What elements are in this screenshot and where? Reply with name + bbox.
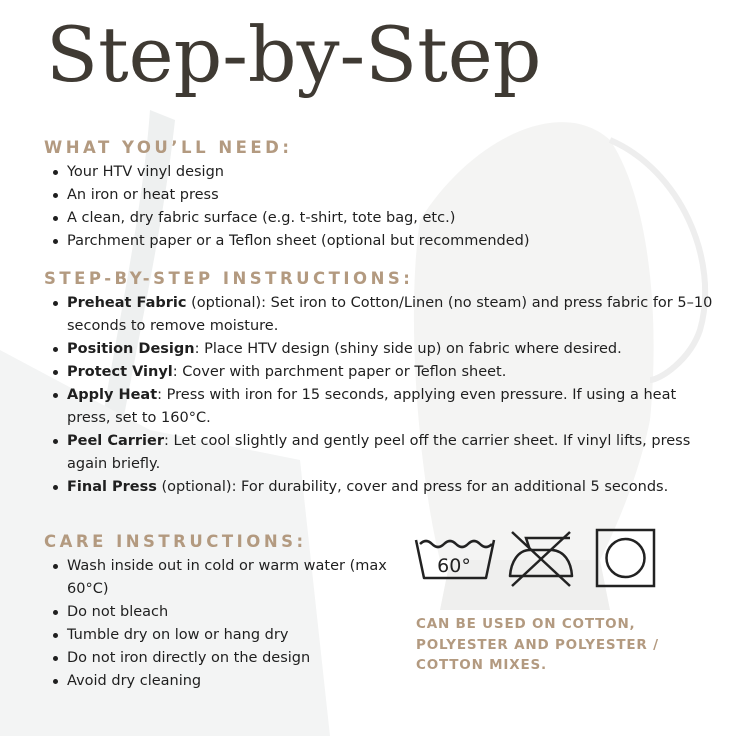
do-not-iron-icon xyxy=(510,532,572,586)
step-item xyxy=(50,361,720,384)
step-label: Protect Vinyl xyxy=(67,364,173,380)
page-title: Step-by-Step xyxy=(46,10,542,99)
list-item: An iron or heat press xyxy=(50,184,690,207)
list-item: Do not bleach xyxy=(50,601,390,624)
wash-60-icon xyxy=(416,540,494,578)
list-item: Your HTV vinyl design xyxy=(50,161,690,184)
list-item: Avoid dry cleaning xyxy=(50,670,390,693)
step-item xyxy=(50,430,720,476)
list-item: Tumble dry on low or hang dry xyxy=(50,624,390,647)
wash-temp-label: 60° xyxy=(437,555,471,577)
step-item xyxy=(50,476,720,499)
step-text: : Cover with parchment paper or Teflon sheet. xyxy=(172,364,507,380)
list-item: Parchment paper or a Teflon sheet (optional but recommended) xyxy=(50,230,690,253)
fabric-compatibility-note: CAN BE USED ON COTTON, POLYESTER AND POLYESTER / COTTON MIXES. xyxy=(416,616,659,673)
list-item: A clean, dry fabric surface (e.g. t-shirt, tote bag, etc.) xyxy=(50,207,690,230)
step-text: : Let cool slightly and gently peel off the carrier sheet. If vinyl lifts, press again briefly. xyxy=(67,433,691,472)
step-label: Position Design xyxy=(67,341,195,357)
step-label: Peel Carrier xyxy=(67,433,164,449)
step-text: (optional): For durability, cover and press for an additional 5 seconds. xyxy=(156,479,669,495)
care-heading: CARE INSTRUCTIONS: xyxy=(44,532,307,551)
instructions-heading: STEP-BY-STEP INSTRUCTIONS: xyxy=(44,269,414,288)
instructions-list xyxy=(50,292,720,499)
what-you-need-heading: WHAT YOU’LL NEED: xyxy=(44,138,293,157)
care-list xyxy=(50,555,390,693)
step-label: Preheat Fabric xyxy=(67,295,187,311)
step-text: (optional): Set iron to Cotton/Linen (no steam) and press fabric for 5–10 seconds to remove moisture. xyxy=(67,295,713,334)
step-label: Final Press xyxy=(67,479,157,495)
materials-list xyxy=(50,161,690,253)
tumble-dry-icon xyxy=(597,530,654,586)
list-item: Do not iron directly on the design xyxy=(50,647,390,670)
step-text: : Press with iron for 15 seconds, applying even pressure. If using a heat press, set to 160°C. xyxy=(67,387,677,426)
step-item xyxy=(50,292,720,338)
list-item: Wash inside out in cold or warm water (max 60°C) xyxy=(50,555,390,601)
step-item xyxy=(50,338,720,361)
step-text: : Place HTV design (shiny side up) on fabric where desired. xyxy=(194,341,622,357)
care-symbols xyxy=(414,528,658,594)
step-item xyxy=(50,384,720,430)
step-label: Apply Heat xyxy=(67,387,158,403)
